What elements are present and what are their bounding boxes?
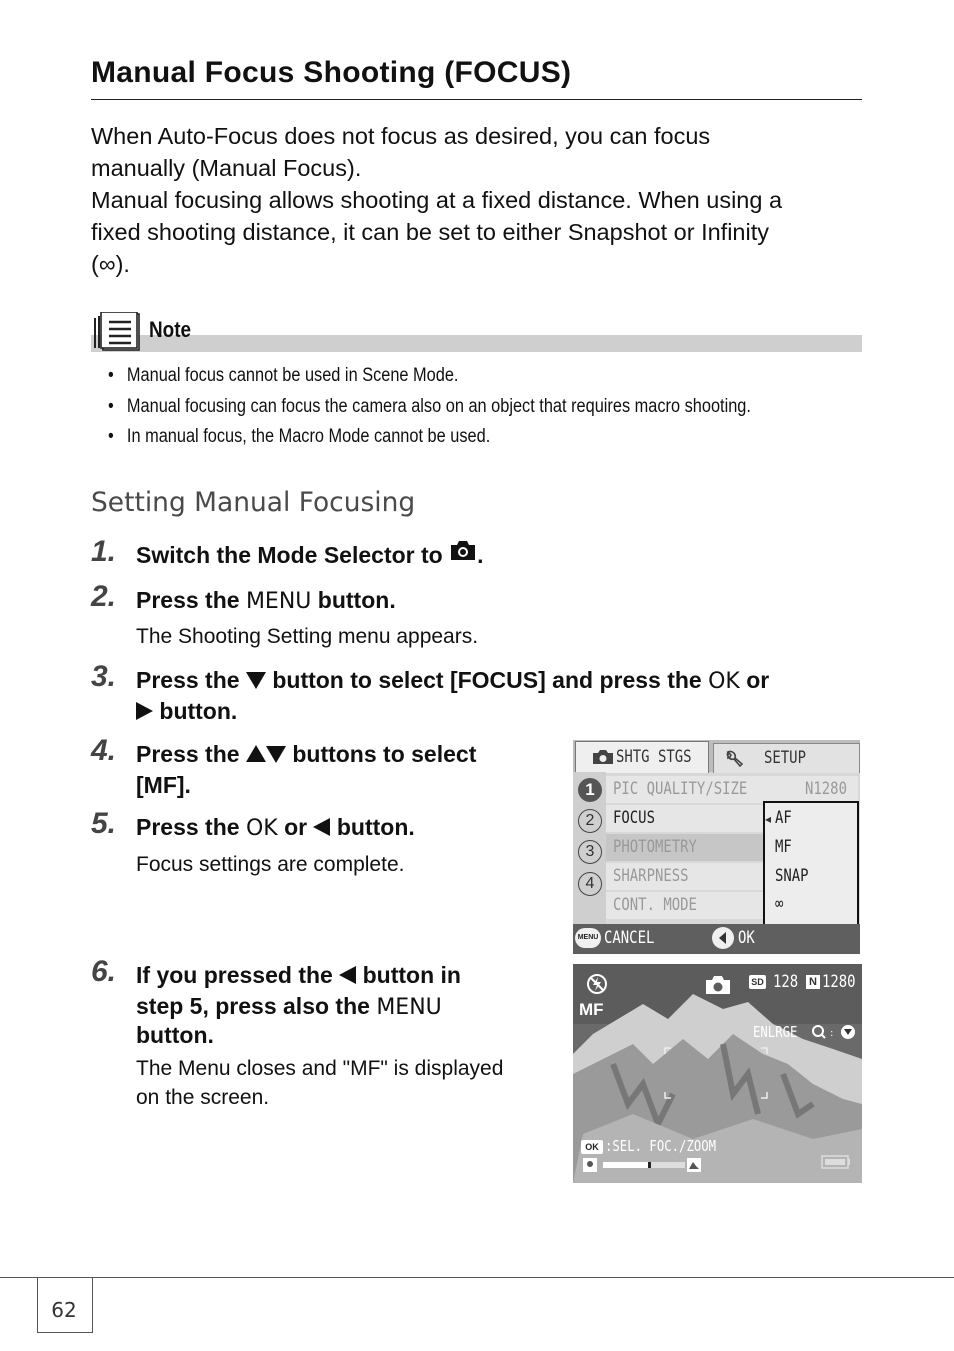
- section-heading: Setting Manual Focusing: [91, 487, 416, 518]
- bullet: •: [108, 365, 114, 386]
- step-instruction: [136, 540, 484, 571]
- bullet: •: [108, 396, 114, 417]
- page-title: Manual Focus Shooting (FOCUS): [91, 56, 572, 89]
- step-instruction: [136, 739, 476, 770]
- step-text: buttons to select: [292, 741, 477, 767]
- step-instruction-cont: [136, 696, 237, 727]
- step-number: 2.: [91, 580, 117, 613]
- left-arrow-icon: [339, 966, 356, 984]
- step-instruction: [136, 665, 769, 697]
- wrench-icon: [724, 749, 744, 769]
- enlarge-label: ENLRGE: [753, 1023, 798, 1041]
- intro-line: (∞).: [91, 251, 130, 277]
- page-1-indicator: 1: [578, 778, 602, 802]
- note-label: Note: [149, 317, 192, 342]
- step-text: or: [746, 667, 770, 693]
- step-text: .: [477, 542, 484, 568]
- down-arrow-icon: [266, 746, 286, 763]
- title-divider: [91, 99, 862, 100]
- menu-key-label: MENU: [245, 589, 312, 614]
- step-instruction: [136, 585, 396, 617]
- step-description: The Menu closes and "MF" is displayed: [136, 1057, 504, 1080]
- bullet: •: [108, 426, 114, 447]
- flash-off-icon: [585, 972, 609, 996]
- step-number: 1.: [91, 535, 117, 568]
- menu-item: SHARPNESS: [613, 866, 689, 886]
- zoom-down-icon: [811, 1024, 859, 1040]
- note-item-text: Manual focus cannot be used in Scene Mode.: [126, 365, 459, 386]
- down-arrow-icon: [246, 672, 266, 689]
- step-description: The Shooting Setting menu appears.: [136, 625, 479, 648]
- step-text: button to select [FOCUS] and press the: [272, 667, 702, 693]
- note-icon: [93, 312, 143, 352]
- menu-item: PIC QUALITY/SIZE: [613, 779, 748, 799]
- step-number: 5.: [91, 807, 117, 840]
- left-arrow-icon: [313, 818, 330, 836]
- note-item-text: Manual focusing can focus the camera also on an object that requires macro shooting.: [126, 396, 751, 417]
- step-text: or: [284, 814, 308, 840]
- intro-line: manually (Manual Focus).: [91, 155, 362, 181]
- tab-label: SHTG STGS: [616, 747, 692, 767]
- menu-key-label: MENU: [376, 995, 442, 1020]
- step-instruction: [136, 960, 461, 991]
- note-item: [108, 396, 751, 418]
- right-arrow-icon: [136, 702, 153, 720]
- intro-line: When Auto-Focus does not focus as desired, you can focus: [91, 123, 711, 149]
- cancel-label: CANCEL: [604, 928, 655, 948]
- tab-label: SETUP: [764, 748, 806, 768]
- select-focus-zoom-label: :SEL. FOC./ZOOM: [605, 1137, 717, 1155]
- tab-setup: [713, 743, 860, 773]
- left-key-icon: [712, 927, 734, 949]
- step-text: Press the: [136, 741, 240, 767]
- tab-shooting-settings: [575, 741, 709, 773]
- step-description: on the screen.: [136, 1086, 270, 1109]
- ok-key-label: OK: [245, 816, 278, 841]
- note-item: [108, 365, 458, 387]
- camera-mode-icon: [449, 538, 477, 569]
- step-text: step 5, press also the: [136, 993, 370, 1019]
- option-snap: SNAP: [775, 866, 809, 886]
- camera-menu-screenshot: [573, 740, 860, 954]
- intro-line: Manual focusing allows shooting at a fixed distance. When using a: [91, 187, 783, 213]
- step-text: Press the: [136, 814, 240, 840]
- menu-key-icon: MENU: [575, 928, 601, 948]
- step-text: Press the: [136, 587, 240, 613]
- step-text: Switch the Mode Selector to: [136, 542, 443, 568]
- footer-rule: [0, 1277, 954, 1278]
- step-number: 4.: [91, 734, 117, 767]
- option-infinity: ∞: [775, 894, 784, 914]
- intro-line: fixed shooting distance, it can be set to either Snapshot or Infinity: [91, 219, 769, 245]
- note-item-text: In manual focus, the Macro Mode cannot be used.: [126, 426, 491, 447]
- camera-liveview-screenshot: [573, 964, 862, 1183]
- selector-arrow-icon: ◂: [765, 812, 772, 826]
- mf-indicator: MF: [579, 1000, 604, 1019]
- menu-item: CONT. MODE: [613, 895, 697, 915]
- page-2-indicator: 2: [578, 809, 602, 833]
- step-number: 6.: [91, 955, 117, 988]
- ok-key-icon: OK: [581, 1140, 603, 1154]
- step-instruction-cont: [MF].: [136, 772, 191, 798]
- page-4-indicator: 4: [578, 872, 602, 896]
- step-text: button.: [317, 587, 396, 613]
- note-bar: [91, 335, 862, 352]
- battery-icon: [821, 1154, 851, 1170]
- ok-key-label: OK: [708, 669, 740, 694]
- step-number: 3.: [91, 660, 117, 693]
- option-af: AF: [775, 808, 792, 828]
- step-instruction: [136, 812, 415, 844]
- step-instruction-cont: button.: [136, 1022, 214, 1048]
- sd-card-icon: SD: [749, 975, 766, 989]
- page-number: 62: [51, 1298, 77, 1322]
- option-mf: MF: [775, 837, 792, 857]
- image-size: 1280: [822, 972, 856, 992]
- ok-label: OK: [738, 928, 755, 948]
- menu-value: N1280: [805, 779, 847, 799]
- focus-position: [603, 1162, 651, 1168]
- step-text: Press the: [136, 667, 240, 693]
- camera-mode-icon: [705, 975, 731, 995]
- shots-remaining: 128: [773, 972, 799, 992]
- svg-text::: :: [830, 1028, 834, 1039]
- note-item: [108, 426, 490, 448]
- menu-item: FOCUS: [613, 808, 655, 828]
- camera-icon: [592, 749, 614, 765]
- menu-item: PHOTOMETRY: [613, 837, 697, 857]
- focus-scale: [603, 1162, 685, 1168]
- step-description: Focus settings are complete.: [136, 853, 405, 876]
- step-text: button.: [336, 814, 415, 840]
- step-text: button in: [362, 962, 461, 988]
- step-text: button.: [159, 698, 238, 724]
- step-text: If you pressed the: [136, 962, 333, 988]
- page-3-indicator: 3: [578, 840, 602, 864]
- far-mountain-icon: [687, 1158, 701, 1172]
- size-badge: N: [806, 975, 820, 989]
- step-instruction-cont: [136, 991, 442, 1023]
- near-flower-icon: [583, 1158, 597, 1172]
- up-arrow-icon: [246, 745, 266, 762]
